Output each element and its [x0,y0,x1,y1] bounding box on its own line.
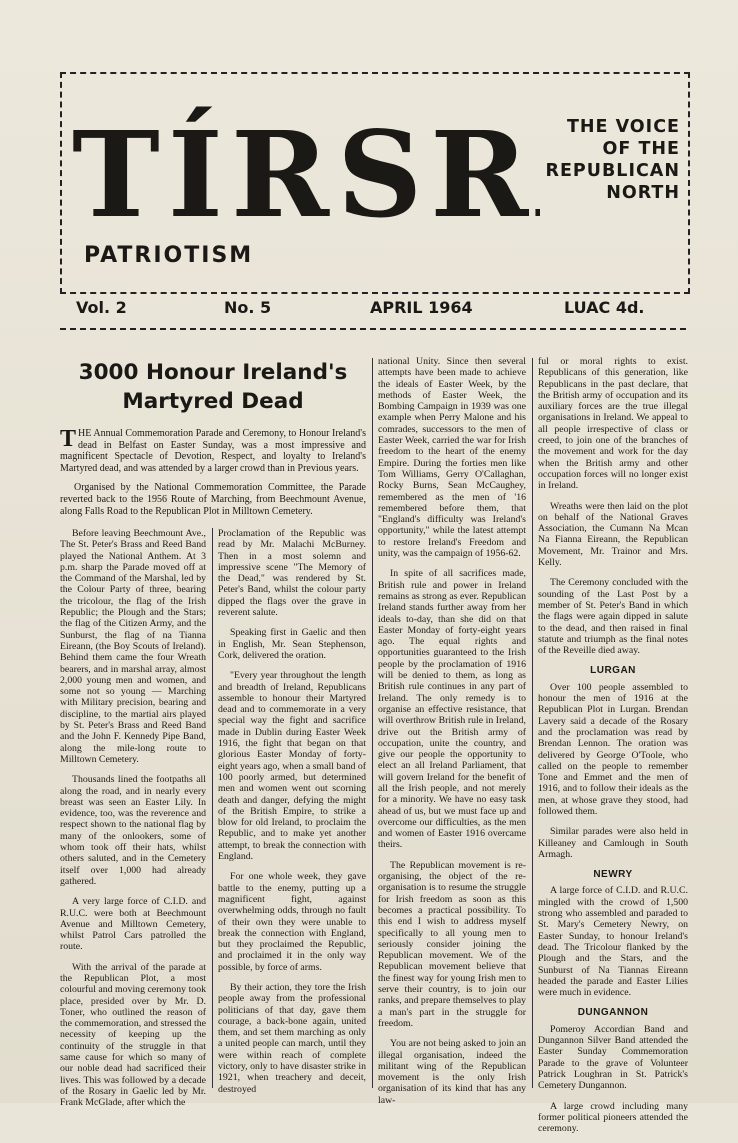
paragraph: Pomeroy Accordian Band and Dungannon Silver Band attended the Easter Sunday Commemoration Parade to the grave of Volunteer Patrick Loughran in St. Patrick's Cemetery Dungannon. [538,1023,688,1092]
paragraph: The Republican movement is re-organising, the object of the re-organisation is to resume the struggle for Irish freedom as soon as this becomes a practical possibility. To this end I wish to address myself specifically to all young men to seriously consider joining the Republican movement. We of the Republican movement believe that the finest way for young Irish men to serve their country, is to join our ranks, and prepare themselves to play a man's part in the struggle for freedom. [378,859,526,1029]
paragraph: Wreaths were then laid on the plot on behalf of the National Graves Association, the Cumann Na Mcan Na Fianna Eireann, the Republican Movement, Mr. Trainor and Mrs. Kelly. [538,500,688,569]
column-1 [60,528,206,1118]
paragraph: Proclamation of the Republic was read by Mr. Malachi McBurney. Then in a most solemn and impressive scene "The Memory of the Dead," was rendered by St. Peter's Band, whilst the colour party dipped the flags over the grave in reverent salute. [218,528,366,619]
column-rule [372,358,373,1088]
dropcap: T [60,426,77,452]
issue-info-row [64,294,684,330]
paragraph: You are not being asked to join an illegal organisation, indeed the militant wing of the Republican movement is the only Irish organisation of its kind that has any law- [378,1038,526,1106]
masthead-tagline [532,116,680,204]
article-intro [60,428,366,525]
paragraph: A very large force of C.I.D. and R.U.C. were both at Beechmount Avenue and Milltown Cemetery, whilst Patrol Cars patrolled the route. [60,896,206,953]
column-rule [212,528,213,1088]
section-heading-newry: NEWRY [593,869,633,881]
intro-paragraph: Organised by the National Commemoration Committee, the Parade reverted back to the 1956 Route of Marching, from Beechmount Avenue, along Falls Road to the Republican Plot in Milltown Cemetery. [60,482,366,517]
issue-price: LUAC 4d. [564,298,645,317]
article [56,356,688,1135]
issue-date: APRIL 1964 [370,298,473,317]
paragraph: The Ceremony concluded with the sounding of the Last Post by a member of St. Peter's Band in which the flags were again dipped in salute to the dead, and then raised in final statute and triumph as the final notes of the Reveille died away. [538,577,688,657]
paragraph: A large crowd including many former political pioneers attended the ceremony. [538,1100,688,1135]
tagline-line: OF THE [602,139,680,159]
column-3 [378,356,526,1115]
paragraph: Before leaving Beechmount Ave., The St. Peter's Brass and Reed Band played the National Anthem. At 3 p.m. sharp the Parade moved off at the Command of the Marshal, led by the Colour Party of three, bearing the tricolour, the flag of the Irish Republic; the Plough and the Stars; the flag of the Citizen Army, and the Sunburst, the flag of na Tianna Eireann, (the Boy Scouts of Ireland). Behind them came the four Wreath bearers, and in marshal array, almost 2,000 young men and women, and some not so young — Marching with Military precision, bearing and discipline, to the martial airs played by St. Peter's Brass and Reed Band and the John F. Kennedy Pipe Band, along the mile-long route to Milltown Cemetery. [60,528,206,765]
paragraph: Thousands lined the footpaths all along the road, and in nearly every breast was seen an Easter Lily. In evidence, too, was the reverence and respect shown to the national flag by many of the onlookers, some of whom took off their hats, whilst others saluted, and in the Cemetery itself over 1,000 had already gathered. [60,774,206,887]
article-headline: 3000 Honour Ireland's Martyred Dead [78,360,348,414]
column-4 [538,356,688,1143]
paragraph: For one whole week, they gave battle to the enemy, putting up a magnificent fight, against overwhelming odds, through no fault of their own they were unable to break the connection with England, but they proclaimed the Republic, and proclaimed it in the only way possible, by force of arms. [218,871,366,973]
paragraph: In spite of all sacrifices made, British rule and power in Ireland remains as strong as ever. Republican Ireland stands further away from her ideals to-day, than she did on that Easter Monday of forty-eight years ago. The equal rights and opportunities guaranteed to the Irish people by the proclamation of 1916 will be denied to them, as long as British rule continues in any part of Ireland. The only remedy is to organise an effective resistance, that will overthrow British rule in Ireland, drive out the British army of occupation, unite the country, and give our people the opportunity to elect an all Ireland Parliament, that will govern Ireland for the benefit of all the Irish people, and not merely for a minority. We have no easy task ahead of us, but we must face up and overcome our difficulties, as the men and women of Easter 1916 overcame theirs. [378,568,526,851]
intro-paragraph: THE Annual Commemoration Parade and Ceremony, to Honour Ireland's dead in Belfast on Easter Sunday, was a most impressive and magnificent Spectacle of Devotion, Respect, and loyalty to Ireland's Martyred dead, and was attended by a larger crowd than in Previous years. [60,426,366,474]
volume-label: Vol. 2 [76,298,127,317]
tagline-line: THE VOICE [566,117,680,137]
paragraph: Similar parades were also held in Killeaney and Camlough in South Armagh. [538,826,688,860]
paragraph: With the arrival of the parade at the Republican Plot, a most colourful and moving ceremony took place, presided over by Mr. D. Toner, who outlined the reason of the commemoration, and stressed the necessity of keeping up the continuity of the struggle in that same cause for which so many of our noble dead had sacrificed their lives. This was followed by a decade of the Rosary in Gaelic led by Mr. Frank McGlade, after which the [60,961,206,1109]
paragraph: "Every year throughout the length and breadth of Ireland, Republicans assemble to honour their Martyred dead and to commemorate in a very special way the fight and sacrifice made in Dublin during Easter Week 1916, the fight that began on that glorious Easter Monday of forty-eight years ago, when a small band of 100 poorly armed, but determined men and women went out scorning death and danger, defying the might of the British Empire, to strike a blow for old Ireland, to proclaim the Republic, and to make yet another attempt, to break the connection with England. [218,670,366,863]
tirsra-logo [70,72,540,272]
tagline-line: REPUBLICAN [545,161,680,181]
column-rule [532,358,533,1088]
masthead-subtitle: PATRIOTISM [84,243,254,268]
masthead [60,72,688,342]
paragraph: Speaking first in Gaelic and then in English, Mr. Sean Stephenson, Cork, delivered the oration. [218,627,366,661]
paragraph: ful or moral rights to exist. Republicans of this generation, like Republicans in the past declare, that the British army of occupation and its auxiliary forces are the true illegal organisations in Ireland. We appeal to all people irrespective of class or creed, to join one of the branches of the movement and work for the day when the British army and other occupation forces will no longer exist in Ireland. [538,356,688,492]
masthead-title: TÍRSR [72,105,537,244]
section-heading-dungannon: DUNGANNON [577,1007,649,1019]
column-2 [218,528,366,1104]
masthead-logo [70,72,540,272]
paragraph: By their action, they tore the Irish people away from the professional politicians of that day, gave them courage, a back-bone again, united them, and set them marching as only a united people can march, until they were within reach of complete victory, only to have disaster strike in 1921, when treachery and deceit, destroyed [218,981,366,1095]
paragraph: A large force of C.I.D. and R.U.C. mingled with the crowd of 1,500 strong who assembled and paraded to St. Mary's Cemetery Newry, on Easter Sunday, to honour Ireland's dead. The Tricolour flanked by the Plough and the Stars, and the Sunburst of Na Tiannas Eireann headed the parade and Easter Lilies were much in evidence. [538,885,688,999]
section-heading-lurgan: LURGAN [590,665,636,677]
issue-number: No. 5 [224,298,272,317]
paragraph: Over 100 people assembled to honour the men of 1916 at the Republican Plot in Lurgan. Brendan Lavery said a decade of the Rosary and the proclamation was read by Brendan Lennon. The oration was delivered by George O'Toole, who called on the people to remember Tone and Emmet and the men of 1916, and to follow their ideals as the men, at whose grave they stood, had followed them. [538,681,688,817]
masthead-bottom-rule [60,328,686,330]
paragraph: national Unity. Since then several attempts have been made to achieve the ideals of Easter Week, by the methods of Easter Week, the Bombing Campaign in 1939 was one example when Perry Malone and his comrades, successors to the men of Easter Week, carried the war for Irish freedom to the heart of the enemy Empire. During the forties men like Tom Williams, Gerry O'Callaghan, Rocky Burns, Sean McCaughey, remembered as the men of '16 remembered before them, that "England's difficulty was Ireland's opportunity," while the latest attempt to restore Ireland's Freedom and unity, was the campaign of 1956-62. [378,356,526,560]
tagline-line: NORTH [606,183,680,203]
